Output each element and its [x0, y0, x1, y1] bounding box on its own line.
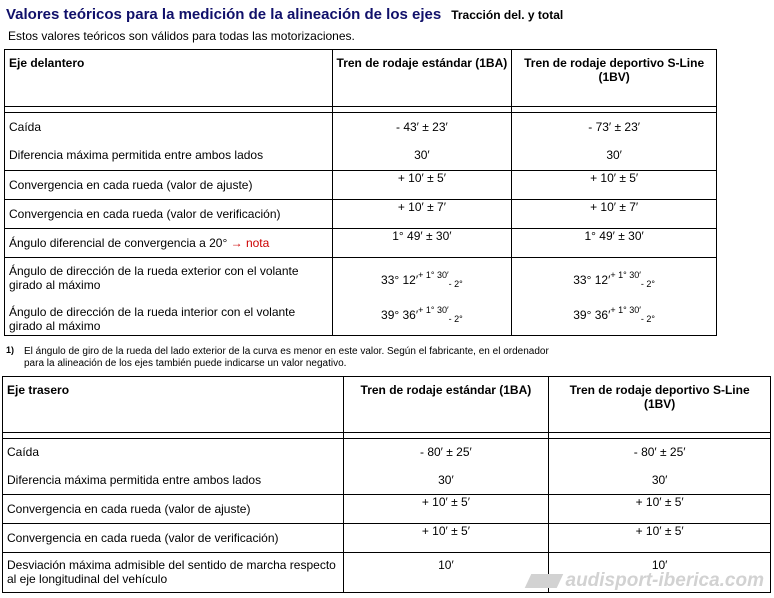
footnote: [6, 346, 549, 370]
title-suffix: Tracción del. y total: [451, 8, 564, 22]
front-header-sport: Tren de rodaje deportivo S-Line (1BV): [512, 50, 717, 107]
watermark: [528, 570, 765, 592]
front-toe-adjust-sport: + 10′ ± 5′: [512, 171, 717, 200]
table-row: [5, 258, 717, 336]
rear-toe-adjust-sport: + 10′ ± 5′: [549, 495, 771, 524]
rear-camber-diff-sport: 30′: [651, 473, 668, 487]
front-inner-angle-sport: 39° $36'^{+ 1^\circ 30'}_{- 2^\circ}$: [573, 305, 655, 324]
rear-camber-diff-std: 30′: [438, 473, 454, 487]
front-toe-adjust-label: Convergencia en cada rueda (valor de ajuste): [5, 171, 333, 200]
rear-toe-adjust-label: Convergencia en cada rueda (valor de ajuste): [3, 495, 344, 524]
rear-toe-check-label: Convergencia en cada rueda (valor de verificación): [3, 524, 344, 553]
front-camber-sport: - 73′ ± 23′: [588, 120, 641, 134]
front-outer-angle-sport: 33° $12'^{+ 1^\circ 30'}_{- 2^\circ}$: [573, 270, 655, 289]
rear-camber-sport: - 80′ ± 25′: [633, 445, 686, 459]
rear-thrust-label: Desviación máxima admisible del sentido de marcha respecto al eje longitudinal del vehículo: [3, 553, 344, 593]
rear-thrust-sport: 10′: [549, 553, 771, 593]
front-axle-table: [4, 49, 717, 336]
front-inner-angle-label: Ángulo de dirección de la rueda interior con el volante girado al máximo: [9, 305, 296, 333]
footnote-line-2: para la alineación de los ejes también puede indicarse un valor negativo.: [24, 358, 347, 369]
table-row: [3, 495, 771, 524]
front-header-standard: Tren de rodaje estándar (1BA): [332, 50, 512, 107]
rear-camber-std: - 80′ ± 25′: [420, 445, 472, 459]
front-toe-diff-label: Ángulo diferencial de convergencia a 20°: [9, 236, 228, 250]
table-row: [5, 200, 717, 229]
front-camber-diff-std: 30′: [414, 148, 430, 162]
front-toe-diff-sport: 1° 49′ ± 30′: [512, 229, 717, 258]
table-row: [5, 113, 717, 171]
title-text: Valores teóricos para la medición de la alineación de los ejes: [6, 6, 442, 23]
front-outer-angle-label: Ángulo de dirección de la rueda exterior con el volante girado al máximo: [9, 264, 299, 292]
front-camber-diff-sport: 30′: [606, 148, 622, 162]
watermark-logo-icon: [524, 574, 563, 588]
table-row: [3, 439, 771, 495]
subtitle: Estos valores teóricos son válidos para todas las motorizaciones.: [8, 29, 355, 43]
table-row: [5, 171, 717, 200]
front-inner-angle-std: 39° $36'^{+ 1^\circ 30'}_{- 2^\circ}$: [381, 305, 463, 324]
front-toe-check-std: + 10′ ± 7′: [332, 200, 512, 229]
footnote-mark: 1): [6, 345, 15, 355]
rear-header-axle: Eje trasero: [3, 377, 344, 433]
rear-header-standard: Tren de rodaje estándar (1BA): [343, 377, 549, 433]
note-link[interactable]: → nota: [230, 236, 270, 250]
front-toe-check-sport: + 10′ ± 7′: [512, 200, 717, 229]
page-title: [6, 6, 563, 23]
rear-toe-adjust-std: + 10′ ± 5′: [343, 495, 549, 524]
watermark-text: audisport-iberica.com: [565, 570, 764, 591]
rear-toe-check-sport: + 10′ ± 5′: [549, 524, 771, 553]
table-row: [3, 377, 771, 433]
rear-camber-label: Caída: [7, 445, 40, 459]
front-toe-diff-std: 1° 49′ ± 30′: [332, 229, 512, 258]
front-camber-diff-label: Diferencia máxima permitida entre ambos lados: [9, 148, 264, 162]
rear-toe-check-std: + 10′ ± 5′: [343, 524, 549, 553]
rear-axle-table: [2, 376, 771, 593]
front-camber-label: Caída: [9, 120, 42, 134]
rear-thrust-std: 10′: [343, 553, 549, 593]
table-row: [3, 524, 771, 553]
footnote-line-1: El ángulo de giro de la rueda del lado exterior de la curva es menor en este valor. Según el fabricante, en el ordenador: [24, 346, 549, 357]
front-toe-adjust-std: + 10′ ± 5′: [332, 171, 512, 200]
front-camber-std: - 43′ ± 23′: [396, 120, 448, 134]
rear-header-sport: Tren de rodaje deportivo S-Line (1BV): [549, 377, 771, 433]
table-row: [5, 50, 717, 107]
rear-camber-diff-label: Diferencia máxima permitida entre ambos lados: [7, 473, 262, 487]
front-outer-angle-std: 33° $12'^{+ 1^\circ 30'}_{- 2^\circ}$: [381, 270, 463, 289]
table-row: [5, 229, 717, 258]
front-header-axle: Eje delantero: [5, 50, 333, 107]
front-toe-check-label: Convergencia en cada rueda (valor de verificación): [5, 200, 333, 229]
